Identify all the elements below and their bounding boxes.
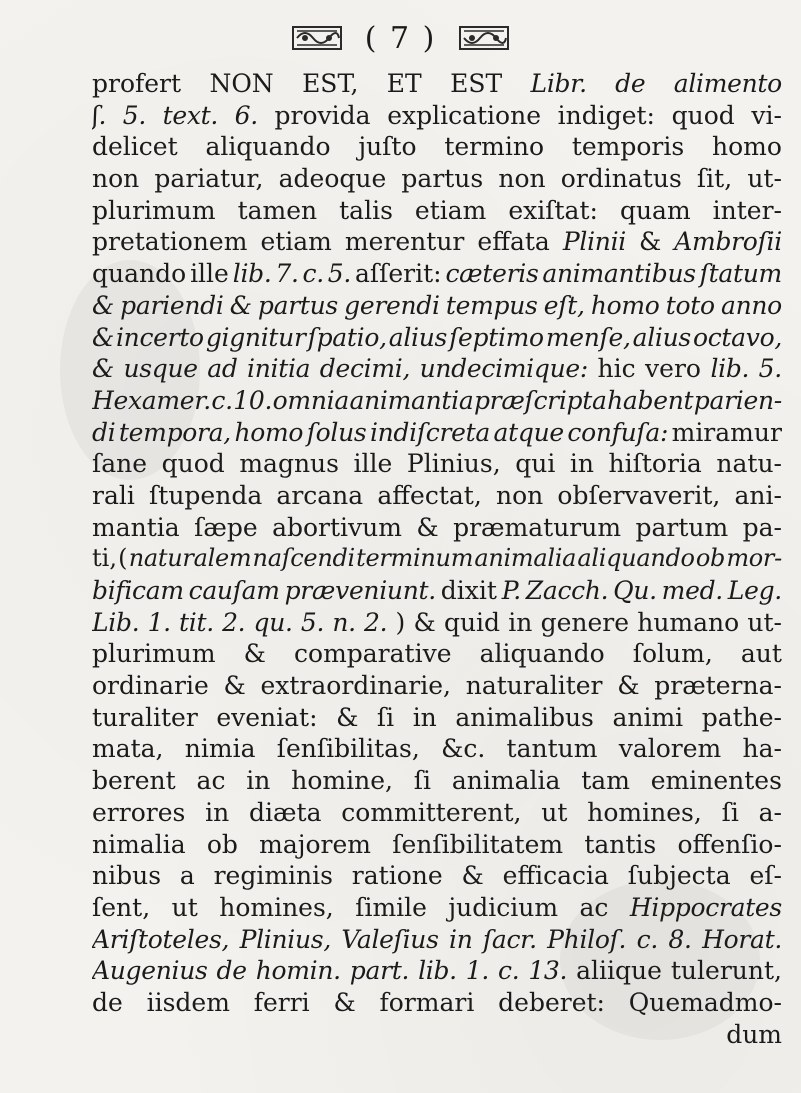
word: ſæpe [194, 512, 258, 542]
italic-word: Ariſtoteles, [92, 924, 230, 954]
italic-word: parien- [693, 385, 782, 415]
word: ſent, [92, 892, 151, 922]
body-text [92, 68, 782, 1068]
word: ſolum, [632, 639, 713, 669]
word: dum [726, 1019, 782, 1049]
italic-word: & [92, 322, 114, 352]
italic-word: & [92, 354, 114, 384]
word: ſenſibilitatem [392, 829, 564, 859]
text-line [92, 892, 782, 924]
word: extraordinarie, [260, 671, 451, 701]
word: aliquando [479, 639, 605, 669]
word: ob [206, 829, 238, 859]
italic-word: 5. [758, 354, 782, 384]
word: hic [597, 354, 636, 384]
italic-word: Qu. [613, 576, 657, 605]
word: tam [581, 766, 630, 796]
word: humano [637, 607, 740, 637]
italic-word: cæteris [445, 259, 539, 289]
word: delicet [92, 132, 178, 162]
word: ut- [747, 164, 782, 194]
italic-word: homo [234, 417, 304, 447]
word: ſubjecta [627, 861, 731, 891]
italic-word: c. [302, 259, 324, 289]
word: etiam [414, 195, 487, 225]
text-line [92, 163, 782, 195]
italic-word: animalia [474, 544, 577, 573]
text-line [92, 512, 782, 544]
text-line [92, 924, 782, 956]
word: ſi [413, 766, 432, 796]
italic-word: c. [636, 924, 658, 954]
italic-word: eſt, [543, 290, 585, 320]
italic-word: ſacr. [482, 924, 537, 954]
word: vero [645, 354, 701, 384]
word: EST, [302, 69, 359, 98]
word: abortivum [272, 512, 402, 542]
word: & [413, 607, 436, 637]
italic-word: indiſcreta [369, 417, 490, 447]
word: arcana [276, 480, 364, 510]
text-line [92, 448, 782, 480]
italic-word: homo [590, 290, 660, 320]
word: in [412, 702, 437, 732]
italic-word: mor- [726, 544, 782, 573]
word: iisdem [146, 987, 230, 1017]
text-line [92, 638, 782, 670]
text-line [92, 258, 782, 290]
word: tantis [584, 829, 657, 859]
italic-word: animantia [349, 385, 474, 415]
word: effata [477, 227, 550, 257]
italic-word: bificam [92, 576, 184, 605]
word: ut [541, 797, 568, 827]
italic-word: P. [501, 576, 521, 605]
word: aſſerit: [354, 259, 442, 289]
italic-word: Horat. [702, 924, 782, 954]
word: ac [579, 892, 609, 922]
word: temporis [571, 132, 685, 162]
word: non [92, 164, 140, 194]
italic-word: octavo, [692, 322, 782, 352]
italic-word: confuſa: [567, 417, 669, 447]
word: ) [395, 607, 406, 637]
italic-word: gignitur [205, 322, 306, 352]
word: ti, [92, 544, 117, 573]
italic-word: & [92, 290, 114, 320]
italic-word: Plinii [562, 227, 626, 257]
italic-word: 1. [147, 607, 171, 637]
word: ferri [253, 987, 310, 1017]
word: ſimile [355, 892, 427, 922]
word: ut- [747, 607, 782, 637]
italic-word: initia [247, 354, 311, 384]
italic-word: ſolus [306, 417, 367, 447]
word: nimalia [92, 829, 186, 859]
word: in [246, 766, 271, 796]
word: præterna- [654, 671, 782, 701]
italic-word: qu. [253, 607, 293, 637]
word: pa- [742, 512, 782, 542]
italic-word: tempus [445, 290, 538, 320]
italic-word: incerto [115, 322, 204, 352]
text-line [92, 353, 782, 385]
italic-word: Leg. [727, 576, 782, 605]
word: tantum [506, 734, 598, 764]
word: explicatione [387, 100, 541, 130]
italic-word: med. [661, 576, 723, 605]
text-line [92, 322, 782, 354]
word: efficacia [502, 861, 609, 891]
word: ſi [376, 702, 395, 732]
word: hiſtoria [608, 449, 702, 479]
left-ornament-icon [291, 23, 343, 53]
word: ani- [734, 480, 782, 510]
word: Quemadmo- [628, 987, 782, 1017]
italic-word: partus [257, 290, 338, 320]
word: committerent, [341, 797, 522, 827]
word: a [179, 861, 195, 891]
italic-word: de [216, 956, 247, 986]
text-line [92, 100, 782, 132]
word: etiam [260, 227, 332, 257]
italic-word: homin. [255, 956, 341, 986]
word: in [569, 449, 594, 479]
italic-word: c. [211, 385, 233, 415]
word: ſenſibilitas, [276, 734, 420, 764]
italic-word: pariendi [120, 290, 224, 320]
italic-word: de [615, 69, 646, 98]
word: & [223, 671, 246, 701]
word: provida [274, 100, 371, 130]
word: homo [712, 132, 782, 162]
word: quid [443, 607, 501, 637]
word: eminentes [650, 766, 782, 796]
word: aut [740, 639, 782, 669]
italic-word: di [92, 417, 116, 447]
italic-word: cauſam [188, 576, 280, 605]
word: majorem [259, 829, 371, 859]
italic-word: Augenius [92, 956, 208, 986]
word: ille [190, 259, 229, 289]
italic-word: ob [695, 544, 726, 573]
word: dixit [440, 576, 497, 605]
word: Plinius, [406, 449, 501, 479]
word: & [461, 861, 484, 891]
italic-word: terminum [356, 544, 474, 573]
italic-word: n. [332, 607, 356, 637]
word: præmaturum [453, 512, 622, 542]
word: & [336, 702, 359, 732]
word: aliique [576, 956, 662, 986]
word: plurimum [92, 195, 216, 225]
word: offenſio- [677, 829, 782, 859]
word: inter- [712, 195, 782, 225]
italic-word: Philoſ. [547, 924, 627, 954]
italic-word: Hippocrates [629, 892, 782, 922]
word: nimia [184, 734, 256, 764]
text-line [92, 987, 782, 1019]
word: rali [92, 480, 135, 510]
word: plurimum [92, 639, 216, 669]
text-line [92, 543, 782, 575]
word: ( [118, 544, 128, 573]
word: pathe- [701, 702, 782, 732]
right-ornament-icon [458, 23, 510, 53]
word: talis [339, 195, 393, 225]
word: EST [450, 69, 503, 98]
word: & [333, 987, 356, 1017]
word: & [617, 671, 640, 701]
word: ha- [742, 734, 782, 764]
italic-word: part. [349, 956, 410, 986]
text-line [92, 860, 782, 892]
italic-word: anno [720, 290, 782, 320]
text-line [92, 1019, 782, 1051]
italic-word: toto [665, 290, 715, 320]
italic-word: & [229, 290, 252, 320]
word: de [92, 987, 123, 1017]
word: affectat, [377, 480, 482, 510]
italic-word: animantibus [542, 259, 696, 289]
italic-word: habent [607, 385, 694, 415]
word: ſit, [696, 164, 733, 194]
word: & [243, 639, 266, 669]
word: non [498, 164, 546, 194]
text-line [92, 670, 782, 702]
italic-word: 5. [122, 100, 147, 130]
italic-word: undecimique: [419, 354, 588, 384]
word: ſi [721, 797, 739, 827]
word: partum [635, 512, 729, 542]
italic-word: Ambroſii [674, 227, 782, 257]
word: ordinarie [92, 671, 209, 701]
word: judicium [448, 892, 559, 922]
text-line [92, 733, 782, 765]
word: a- [758, 797, 782, 827]
italic-word: gerendi [344, 290, 440, 320]
word: & [639, 227, 662, 257]
italic-word: naturalem [128, 544, 252, 573]
text-line [92, 385, 782, 417]
text-line [92, 226, 782, 258]
word: tamen [237, 195, 318, 225]
italic-word: alimento [673, 69, 782, 98]
word: genere [540, 607, 630, 637]
italic-word: Plinius, [239, 924, 331, 954]
word: partus [401, 164, 484, 194]
italic-word: lib. [710, 354, 750, 384]
text-line [92, 68, 782, 100]
italic-word: Valeſius [341, 924, 439, 954]
text-line [92, 607, 782, 639]
italic-word: atque [493, 417, 564, 447]
word: tulerunt, [670, 956, 782, 986]
italic-word: 13. [528, 956, 568, 986]
word: homine, [291, 766, 393, 796]
word: profert [92, 69, 182, 98]
word: deberet: [498, 987, 605, 1017]
word: formari [379, 987, 475, 1017]
italic-word: 5. [327, 259, 352, 289]
word: obſervaverit, [557, 480, 721, 510]
italic-word: Libr. [530, 69, 587, 98]
word: diæta [249, 797, 322, 827]
word: mata, [92, 734, 164, 764]
italic-word: 8. [668, 924, 692, 954]
italic-word: naſcendi [252, 544, 355, 573]
word: vi- [751, 100, 782, 130]
text-line [92, 955, 782, 987]
word: berent [92, 766, 176, 796]
word: pretationem [92, 227, 248, 257]
text-line [92, 131, 782, 163]
italic-word: tempora, [118, 417, 231, 447]
word: juſto [358, 132, 417, 162]
italic-word: 10. [233, 385, 273, 415]
word: eſ- [749, 861, 782, 891]
word: pariatur, [154, 164, 264, 194]
word: adeoque [278, 164, 387, 194]
text-line [92, 575, 782, 607]
word: animalibus [455, 702, 594, 732]
italic-word: 1. [465, 956, 490, 986]
word: homines, [219, 892, 334, 922]
text-line [92, 797, 782, 829]
word: indiget: [557, 100, 655, 130]
word: ratione [351, 861, 443, 891]
word: valorem [618, 734, 722, 764]
word: animi [612, 702, 684, 732]
word: & [416, 512, 439, 542]
italic-word: lib. [232, 259, 272, 289]
word: natu- [716, 449, 782, 479]
word: ET [386, 69, 422, 98]
word: merentur [344, 227, 465, 257]
word: quod [161, 449, 225, 479]
word: quam [619, 195, 691, 225]
page-number: ( 7 ) [364, 20, 437, 56]
italic-word: 5. [300, 607, 325, 637]
italic-word: lib. [418, 956, 457, 986]
text-line [92, 195, 782, 227]
word: exiſtat: [508, 195, 598, 225]
italic-word: ſpatio, [307, 322, 387, 352]
word: quando [92, 259, 187, 289]
word: miramur [671, 417, 782, 447]
word: naturaliter [465, 671, 603, 701]
italic-word: 2. [222, 607, 246, 637]
italic-word: Hexamer. [92, 385, 211, 415]
italic-word: in [449, 924, 473, 954]
italic-word: Lib. [92, 607, 140, 637]
word: non [495, 480, 544, 510]
italic-word: ʃ. [92, 100, 107, 130]
text-line [92, 290, 782, 322]
word: nibus [92, 861, 162, 891]
word: animalia [451, 766, 561, 796]
italic-word: c. [498, 956, 520, 986]
word: homines, [587, 797, 702, 827]
italic-word: 7. [275, 259, 299, 289]
word: comparative [294, 639, 452, 669]
text-line [92, 480, 782, 512]
text-line [92, 765, 782, 797]
word: ut [171, 892, 198, 922]
word: turaliter [92, 702, 198, 732]
italic-word: aliquando [577, 544, 695, 573]
italic-word: menſe, [545, 322, 631, 352]
text-line [92, 417, 782, 449]
italic-word: ſeptimo [449, 322, 544, 352]
word: termino [444, 132, 544, 162]
italic-word: 2. [364, 607, 388, 637]
italic-word: 6. [234, 100, 258, 130]
word: ſane [92, 449, 148, 479]
italic-word: ad [207, 354, 238, 384]
word: mantia [92, 512, 180, 542]
page-header [0, 18, 801, 58]
word: ſtupenda [149, 480, 263, 510]
word: NON [209, 69, 274, 98]
italic-word: præſcripta [473, 385, 607, 415]
word: eveniat: [216, 702, 318, 732]
word: ac [196, 766, 226, 796]
italic-word: decimi, [319, 354, 411, 384]
italic-word: tit. [179, 607, 214, 637]
word: in [205, 797, 230, 827]
italic-word: præveniunt. [284, 576, 436, 605]
word: ordinatus [560, 164, 682, 194]
italic-word: usque [123, 354, 198, 384]
word: quod [671, 100, 735, 130]
italic-word: omnia [272, 385, 349, 415]
italic-word: ſtatum [699, 259, 782, 289]
word: aliquando [205, 132, 331, 162]
word: &c. [441, 734, 486, 764]
word: errores [92, 797, 186, 827]
text-line [92, 829, 782, 861]
italic-word: text. [162, 100, 219, 130]
word: in [508, 607, 533, 637]
word: ille [353, 449, 393, 479]
word: qui [515, 449, 556, 479]
word: magnus [239, 449, 339, 479]
word: regiminis [213, 861, 333, 891]
italic-word: alius [632, 322, 691, 352]
italic-word: alius [388, 322, 448, 352]
italic-word: Zacch. [525, 576, 609, 605]
text-line [92, 702, 782, 734]
